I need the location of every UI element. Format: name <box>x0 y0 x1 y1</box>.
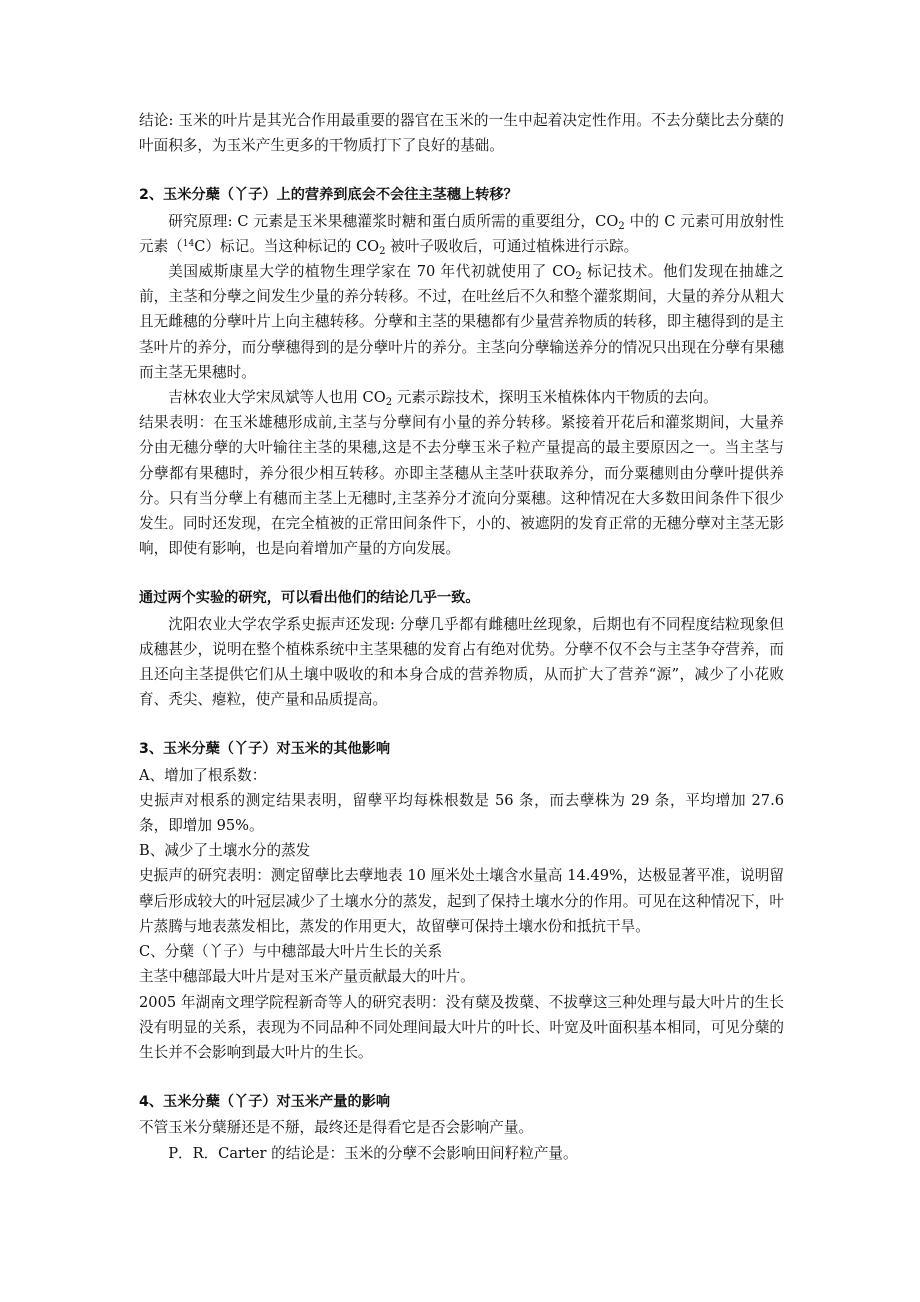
paragraph-gap <box>139 1065 784 1090</box>
paragraph-gap <box>139 158 784 183</box>
subsection-b-title: B、减少了土壤水分的蒸发 <box>139 842 311 860</box>
summary-heading: 通过两个实验的研究，可以看出他们的结论几乎一致。 <box>139 590 480 607</box>
paragraph-gap <box>139 561 784 586</box>
section-4-intro: 不管玉米分蘖掰还是不掰，最终还是得看它是否会影响产量。 <box>139 1119 534 1137</box>
shenyang-study-paragraph: 沈阳农业大学农学系史振声还发现: 分孽几乎都有雌穗吐丝现象，后期也有不同程度结粒现象但成穗甚少，说明在整个植株系统中主茎果穗的发育占有绝对优势。分孽不仅不会与主茎争夺营养，而且还向主茎提供它们从土壤中吸收的和本身合成的营养物质，从而扩大了营养“源”，减少了小花败育、秃尖、瘪粒，使产量和品质提高。 <box>139 615 784 709</box>
text-segment: 吉林农业大学宋凤斌等人也用 CO <box>168 389 386 407</box>
text-segment: 研究原理: C 元素是玉米果穗灌浆时糖和蛋白质所需的重要组分，CO <box>168 212 619 230</box>
research-principle-paragraph <box>139 209 784 259</box>
subsection-a-title: A、增加了根系数： <box>139 766 267 784</box>
text-segment: 中的 C 元素可用放射性元素（ <box>139 212 784 255</box>
subsection-c-text-2: 2005 年湖南文理学院程新奇等人的研究表明：没有蘖及拨蘖、不拔孽这三种处理与最大叶片的生长没有明显的关系，表现为不同品种不同处理间最大叶片的叶长、叶宽及叶面积基本相同，可见分蘖的生长并不会影响到最大叶片的生长。 <box>139 993 784 1061</box>
subsection-b-text: 史振声的研究表明：测定留孽比去孽地表 10 厘米处土壤含水量高 14.49%，达极显著平准，说明留孽后形成较大的叶冠层减少了土壤水分的蒸发，起到了保持土壤水分的作用。可见在这种情况下，叶片蒸腾与地表蒸发相比，蒸发的作用更大，故留孽可保持土壤水份和抵抗干旱。 <box>139 867 784 935</box>
paragraph-gap <box>139 712 784 737</box>
subsection-a-text: 史振声对根系的测定结果表明，留孽平均每株根数是 56 条，而去孽株为 29 条，平均增加 27.6 条，即增加 95%。 <box>139 791 784 835</box>
text-segment: 被叶子吸收后，可通过植株进行示踪。 <box>385 237 639 255</box>
subsection-c-text-1: 主茎中穗部最大叶片是对玉米产量贡献最大的叶片。 <box>139 968 475 986</box>
section-4-heading: 4、玉米分蘖（丫子）对玉米产量的影响 <box>139 1094 391 1111</box>
jilin-study-paragraph <box>139 385 784 410</box>
document-page <box>139 108 784 1166</box>
subsection-c-title: C、分蘖（丫子）与中穗部最大叶片生长的关系 <box>139 943 443 961</box>
subscript-2: 2 <box>379 245 386 257</box>
subscript-2: 2 <box>575 271 582 283</box>
text-segment: 元素示踪技术，探明玉米植株体内干物质的去向。 <box>392 389 718 407</box>
text-segment: C）标记。当这种标记的 CO <box>194 237 380 255</box>
wisconsin-study-paragraph <box>139 259 784 385</box>
section-2-heading: 2、玉米分蘖（丫子）上的营养到底会不会往主茎穗上转移？ <box>139 187 518 204</box>
text-segment: 标记技术。他们发现在抽雄之前，主茎和分孽之间发生少量的养分转移。不过，在吐丝后不久和整个灌浆期间，大量的养分从粗大且无雌穗的分孽叶片上向主穗转移。分孽和主茎的果穗都有少量营养物质的转移，即主穗得到的是主茎叶片的养分，而分孽穗得到的是分孽叶片的养分。主茎向分孽输送养分的情况只出现在分孽有果穗而主茎无果穗时。 <box>139 263 784 381</box>
superscript-14: 14 <box>182 238 195 249</box>
carter-conclusion: P．R．Carter 的结论是：玉米的分孽不会影响田间籽粒产量。 <box>168 1144 578 1162</box>
subscript-2: 2 <box>618 220 625 232</box>
text-segment: 美国威斯康星大学的植物生理学家在 70 年代初就使用了 CO <box>168 263 576 281</box>
conclusion-paragraph: 结论: 玉米的叶片是其光合作用最重要的器官在玉米的一生中起着决定性作用。不去分蘖比去分蘖的叶面积多，为玉米产生更多的干物质打下了良好的基础。 <box>139 112 784 155</box>
section-3-heading: 3、玉米分蘖（丫子）对玉米的其他影响 <box>139 741 391 758</box>
subscript-2: 2 <box>385 397 393 409</box>
results-paragraph: 结果表明：在玉米雄穗形成前,主茎与分孽间有小量的养分转移。紧接着开花后和灌浆期间，大量养分由无穗分孽的大叶输往主茎的果穗,这是不去分孽玉米子粒产量提高的最主要原因之一。当主茎与分孽都有果穗时，养分很少相互转移。亦即主茎穗从主茎叶获取养分，而分粟穗则由分孽叶提供养分。只有当分孽上有穗而主茎上无穗时,主茎养分才流向分粟穗。这种情况在大多数田间条件下很少发生。同时还发现，在完全植被的正常田间条件下，小的、被遮阴的发育正常的无穗分孽对主茎无影响，即使有影响，也是向着增加产量的方向发展。 <box>139 414 784 558</box>
